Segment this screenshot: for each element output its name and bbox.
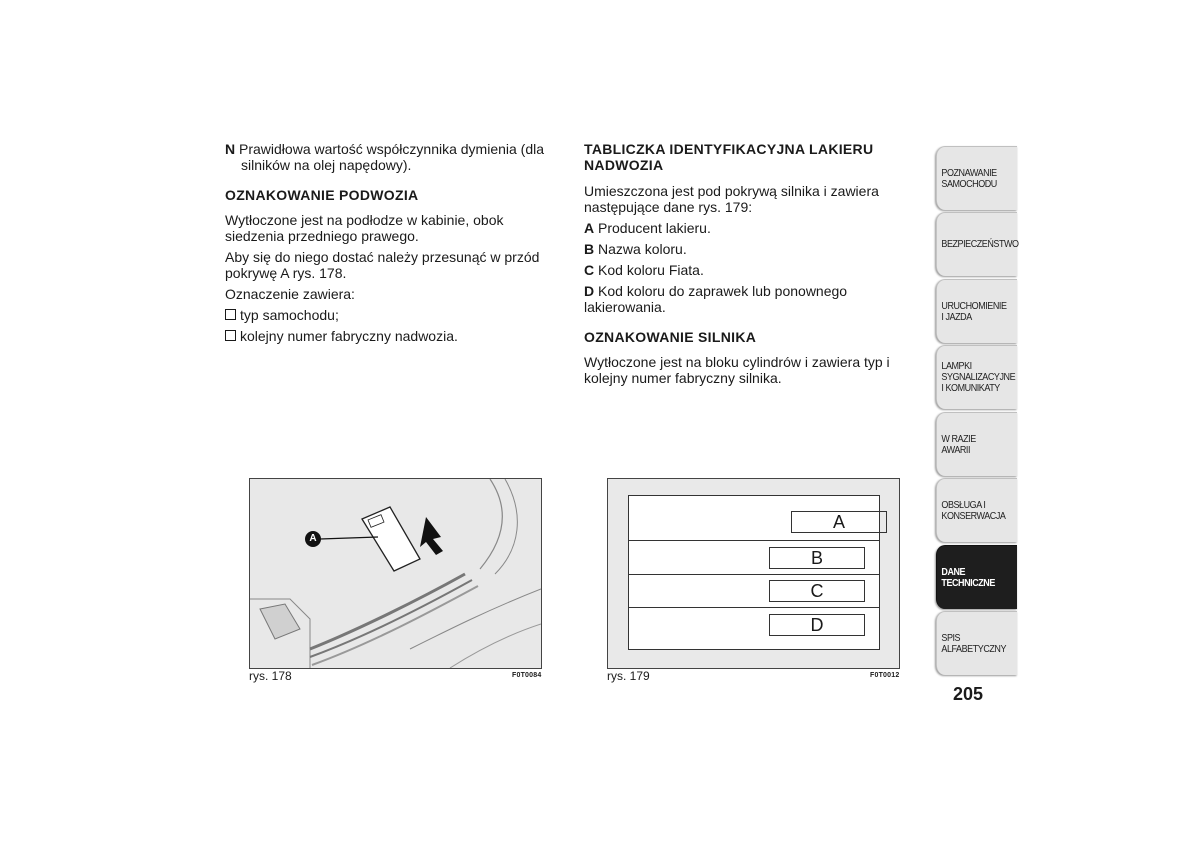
paint-plate-intro: Umieszczona jest pod pokrywą silnika i zawiera następujące dane rys. 179:: [584, 183, 879, 215]
figure-179-code: F0T0012: [870, 672, 900, 679]
plate-field-d: D: [769, 614, 865, 636]
figure-178: [249, 478, 542, 669]
right-column: [584, 141, 914, 391]
plate-row: [629, 607, 879, 649]
chassis-para-2: Aby się do niego dostać należy przesunąć w przód pokrywę A rys. 178.: [225, 249, 540, 281]
page-number: 205: [953, 684, 984, 704]
figure-178-caption: rys. 178: [249, 669, 292, 683]
left-column: [225, 141, 555, 349]
tab-uruchomienie-i-jazda[interactable]: URUCHOMIENIE I JAZDA: [936, 279, 1017, 343]
plate-field-a: A: [791, 511, 887, 533]
n-item: N Prawidłowa wartość współczynnika dymienia (dla silników na olej napędowy).: [225, 141, 545, 173]
tab-lampki-sygnalizacyjne[interactable]: LAMPKI SYGNALIZACYJNE I KOMUNIKATY: [936, 345, 1017, 409]
plate-row: [629, 574, 879, 608]
engine-para: Wytłoczone jest na bloku cylindrów i zawiera typ i kolejny numer fabryczny silnika.: [584, 354, 890, 386]
section-heading-engine: OZNAKOWANIE SILNIKA: [584, 329, 757, 345]
paint-item-b: B Nazwa koloru.: [584, 241, 687, 257]
paint-item-c: C Kod koloru Fiata.: [584, 262, 704, 278]
plate-row: [629, 540, 879, 575]
tab-poznawanie-samochodu[interactable]: POZNAWANIE SAMOCHODU: [936, 146, 1017, 210]
chassis-para-3: Oznaczenie zawiera:: [225, 286, 355, 302]
bullet-item: typ samochodu;: [225, 307, 555, 323]
paint-item-a: A Producent lakieru.: [584, 220, 711, 236]
callout-marker-a: A: [305, 531, 321, 547]
figure-179: [607, 478, 900, 669]
tab-w-razie-awarii[interactable]: W RAZIE AWARII: [936, 412, 1017, 476]
plate-row: [629, 496, 879, 541]
floor-plate-illustration: [250, 479, 541, 668]
paint-item-d: D Kod koloru do zaprawek lub ponownego lakierowania.: [584, 283, 848, 315]
paint-id-plate: [628, 495, 880, 650]
chassis-para-1: Wytłoczone jest na podłodze w kabinie, obok siedzenia przedniego prawego.: [225, 212, 504, 244]
tab-obsluga-i-konserwacja[interactable]: OBSŁUGA I KONSERWACJA: [936, 478, 1017, 542]
checkbox-bullet-icon: [225, 309, 236, 320]
section-heading-paint-plate: TABLICZKA IDENTYFIKACYJNA LAKIERU NADWOZIA: [584, 141, 874, 173]
plate-field-b: B: [769, 547, 865, 569]
figure-179-caption: rys. 179: [607, 669, 650, 683]
checkbox-bullet-icon: [225, 330, 236, 341]
bullet-item: kolejny numer fabryczny nadwozia.: [225, 328, 555, 344]
figure-178-code: F0T0084: [512, 672, 542, 679]
plate-field-c: C: [769, 580, 865, 602]
tab-spis-alfabetyczny[interactable]: SPIS ALFABETYCZNY: [936, 611, 1017, 675]
tab-dane-techniczne[interactable]: DANE TECHNICZNE: [936, 545, 1017, 609]
tab-bezpieczenstwo[interactable]: BEZPIECZEŃSTWO: [936, 212, 1017, 276]
section-heading-chassis: OZNAKOWANIE PODWOZIA: [225, 187, 419, 203]
